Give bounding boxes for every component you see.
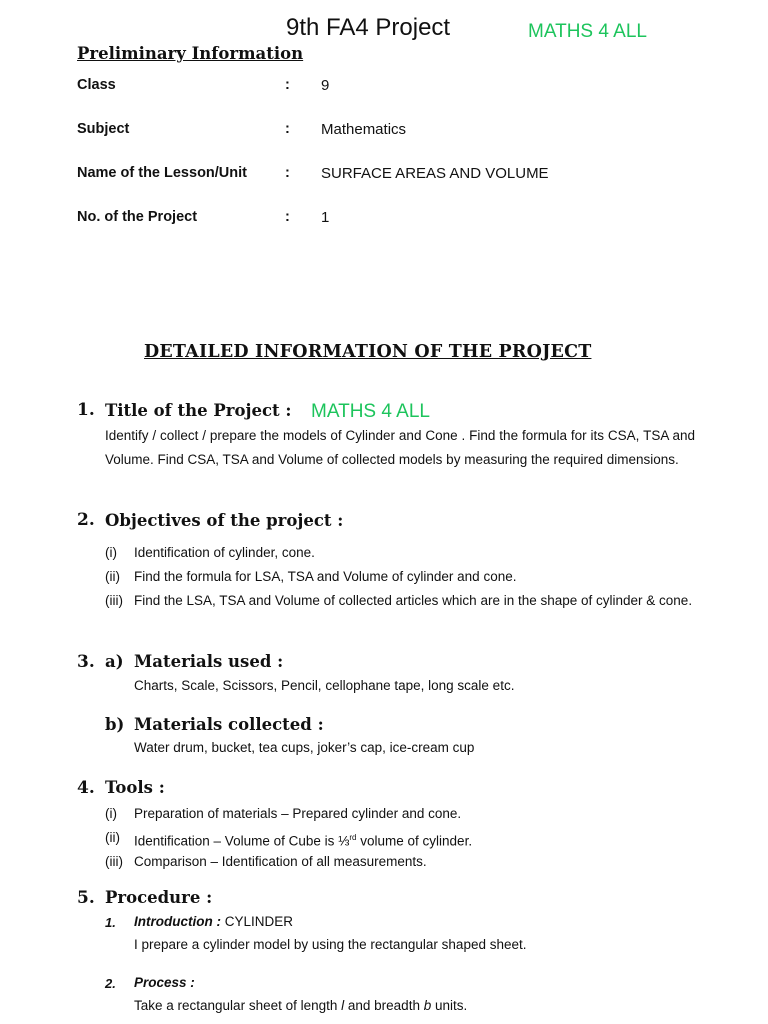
info-colon: :: [285, 77, 290, 93]
section-title: Title of the Project :: [105, 401, 292, 420]
info-label: No. of the Project: [77, 209, 198, 225]
info-row-lesson: [0, 165, 768, 187]
procedure-step-heading: [134, 975, 195, 990]
procedure-step-number: 2.: [105, 976, 116, 991]
variable-breadth: b: [423, 998, 432, 1013]
list-marker: (ii): [105, 569, 120, 584]
section-number: 1.: [77, 400, 95, 420]
info-row-class: [0, 77, 768, 99]
procedure-step-body: [134, 998, 467, 1013]
procedure-step-topic: CYLINDER: [220, 914, 293, 929]
list-text: Preparation of materials – Prepared cylinder and cone.: [134, 806, 462, 821]
info-row-subject: [0, 121, 768, 143]
section-title: Objectives of the project :: [105, 511, 344, 530]
info-colon: :: [285, 209, 290, 225]
body-part: Take a rectangular sheet of length: [134, 998, 342, 1013]
list-text: Identification of cylinder, cone.: [134, 545, 315, 560]
list-marker: (i): [105, 545, 117, 560]
superscript: rd: [349, 833, 357, 842]
list-text: Find the LSA, TSA and Volume of collected articles which are in the shape of cylinder & cone.: [134, 593, 693, 608]
info-colon: :: [285, 165, 290, 181]
procedure-step-heading: [134, 914, 293, 929]
info-row-project-number: [0, 209, 768, 231]
section-body: Charts, Scale, Scissors, Pencil, cellophane tape, long scale etc.: [134, 678, 515, 693]
body-part: units.: [431, 998, 468, 1013]
list-marker: (i): [105, 806, 117, 821]
section-number: 5.: [77, 888, 95, 908]
section-title: Materials collected :: [134, 715, 324, 734]
list-text-part: Identification – Volume of Cube is ⅓: [134, 833, 350, 849]
section-number: 2.: [77, 510, 95, 530]
procedure-step-label: Introduction :: [134, 914, 221, 929]
subsection-label: a): [105, 652, 124, 671]
list-text-part: volume of cylinder.: [356, 833, 473, 849]
info-value: SURFACE AREAS AND VOLUME: [321, 165, 549, 182]
procedure-step-label: Process :: [134, 975, 195, 990]
detailed-heading: DETAILED INFORMATION OF THE PROJECT: [144, 342, 592, 362]
info-label: Subject: [77, 121, 130, 137]
list-marker: (iii): [105, 593, 123, 608]
procedure-step-body: I prepare a cylinder model by using the rectangular shaped sheet.: [134, 937, 527, 952]
section-title: Procedure :: [105, 888, 213, 907]
list-text: Find the formula for LSA, TSA and Volume of cylinder and cone.: [134, 569, 517, 584]
section-body: Water drum, bucket, tea cups, joker’s cap, ice-cream cup: [134, 740, 475, 755]
preliminary-heading: Preliminary Information: [77, 44, 304, 63]
section-number: 4.: [77, 778, 95, 798]
info-value: 1: [321, 209, 330, 226]
list-text: Comparison – Identification of all measurements.: [134, 854, 427, 869]
info-value: Mathematics: [321, 121, 407, 138]
subsection-label: b): [105, 715, 125, 734]
info-label: Class: [77, 77, 116, 93]
section-body: Identify / collect / prepare the models of Cylinder and Cone . Find the formula for its CSA, TSA and Volume. Find CSA, TSA and Volume of collected models by measuring the required dimensions.: [105, 428, 695, 467]
info-label: Name of the Lesson/Unit: [77, 165, 247, 181]
body-part: and breadth: [344, 998, 424, 1013]
brand-watermark: MATHS 4 ALL: [528, 21, 647, 42]
variable-length: l: [341, 998, 345, 1013]
procedure-step-number: 1.: [105, 915, 116, 930]
section-title: Materials used :: [134, 652, 284, 671]
info-value: 9: [321, 77, 330, 94]
list-marker: (ii): [105, 830, 120, 845]
list-marker: (iii): [105, 854, 123, 869]
section-title: Tools :: [105, 778, 165, 797]
brand-watermark: MATHS 4 ALL: [311, 401, 430, 422]
page-title: 9th FA4 Project: [286, 14, 451, 41]
info-colon: :: [285, 121, 290, 137]
section-number: 3.: [77, 652, 95, 672]
